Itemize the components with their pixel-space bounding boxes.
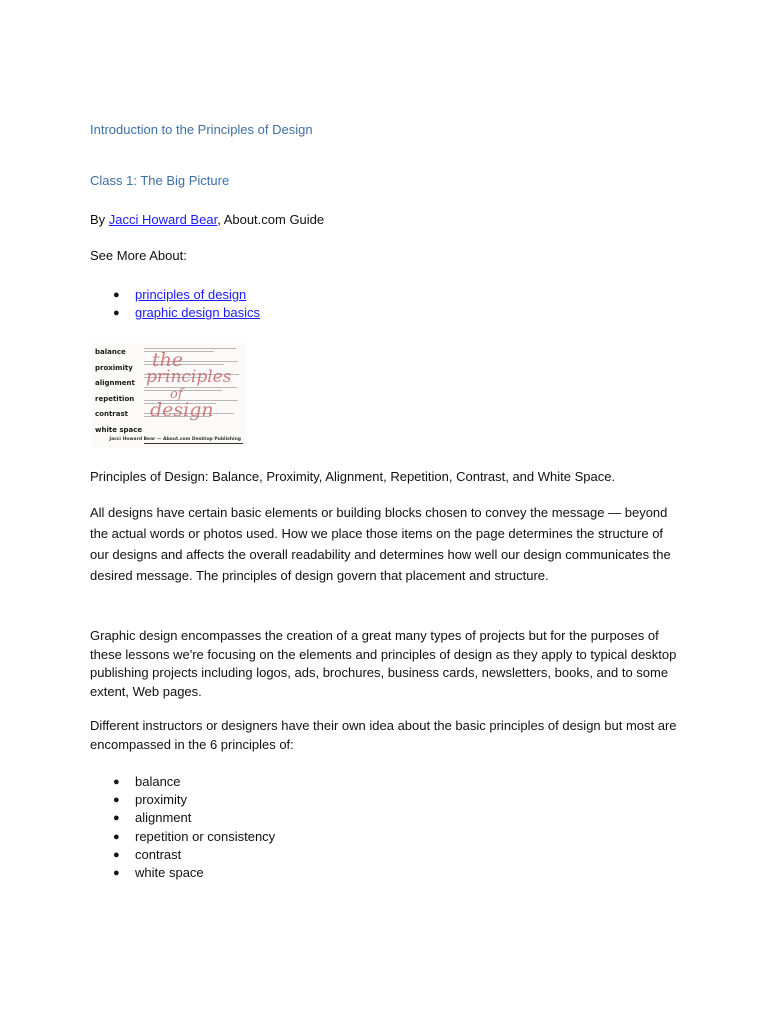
figure-script-word: design: [150, 399, 214, 421]
figure-label: contrast: [95, 410, 128, 418]
list-item: ● white space: [90, 864, 490, 882]
bullet-icon: ●: [113, 848, 120, 861]
document-subtitle: Class 1: The Big Picture: [90, 173, 230, 188]
bullet-icon: ●: [113, 794, 120, 807]
figure-label: balance: [95, 348, 126, 356]
principles-list: [90, 773, 490, 882]
bullet-icon: ●: [113, 830, 120, 843]
bullet-icon: ●: [113, 812, 120, 825]
paragraph-1: All designs have certain basic elements or building blocks chosen to convey the message — beyond the actual words or photos used. How we place those items on the page determines the structure of our designs and affects the overall readability and determines how well our design communicates the desired message. The principles of design govern that placement and structure.: [90, 505, 671, 583]
list-item: ● proximity: [90, 791, 490, 809]
figure-labels: [95, 345, 143, 438]
bullet-icon: ●: [113, 776, 120, 788]
figure-script-word: the: [152, 349, 184, 371]
figure-caption: Principles of Design: Balance, Proximity, Alignment, Repetition, Contrast, and White Space.: [90, 469, 616, 484]
link-principles-of-design[interactable]: principles of design: [135, 287, 247, 302]
figure-script-word: of: [170, 387, 183, 402]
see-more-item: [90, 304, 490, 322]
bullet-icon: ●: [113, 307, 120, 320]
author-link[interactable]: Jacci Howard Bear: [108, 212, 218, 227]
paragraph-3: Different instructors or designers have their own idea about the basic principles of design but most are encompassed in the 6 principles of:: [90, 718, 677, 752]
figure-footer: Jacci Howard Bear — About.com Desktop Publishing: [109, 437, 241, 442]
figure-label: repetition: [95, 394, 135, 403]
bullet-icon: ●: [113, 866, 120, 879]
bullet-icon: ●: [113, 289, 120, 301]
byline-suffix: , About.com Guide: [217, 212, 325, 227]
figure-label: white space: [95, 425, 143, 434]
principles-figure-image: [92, 343, 247, 447]
list-item: ● contrast: [90, 846, 490, 864]
see-more-list: [90, 286, 490, 322]
paragraph-2: Graphic design encompasses the creation of a great many types of projects but for the purposes of these lessons we're focusing on the elements and principles of design as they apply to typical desktop publishing projects including logos, ads, brochures, business cards, newsletters, books, and to some extent, Web pages.: [90, 628, 677, 699]
list-item: ● alignment: [90, 809, 490, 827]
figure-label: alignment: [95, 379, 135, 387]
document-title: Introduction to the Principles of Design: [90, 122, 313, 137]
byline-prefix: By: [90, 212, 109, 227]
byline: [90, 209, 324, 230]
see-more-item: [90, 286, 490, 304]
see-more-label: See More About:: [90, 248, 187, 263]
link-graphic-design-basics[interactable]: graphic design basics: [135, 305, 261, 321]
figure-script-word: principles: [146, 367, 232, 387]
list-item: ● balance: [90, 773, 490, 791]
figure-label: proximity: [95, 363, 133, 372]
list-item: ● repetition or consistency: [90, 828, 490, 846]
figure-rule: [144, 443, 243, 444]
